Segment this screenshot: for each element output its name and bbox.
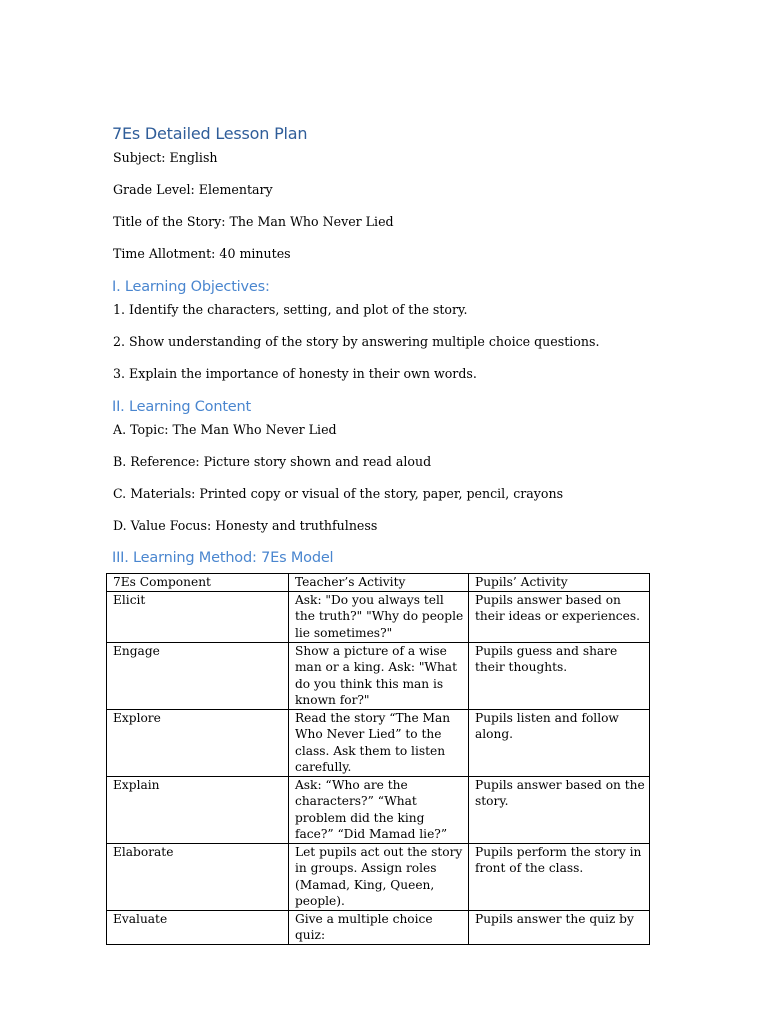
content-item: A. Topic: The Man Who Never Lied bbox=[113, 422, 337, 437]
document-title: 7Es Detailed Lesson Plan bbox=[112, 124, 308, 143]
teacher-activity-cell: Ask: "Do you always tell the truth?" "Why do people lie sometimes?" bbox=[289, 591, 469, 642]
column-header: Pupils’ Activity bbox=[469, 574, 650, 592]
pupil-activity-cell: Pupils listen and follow along. bbox=[469, 709, 650, 776]
teacher-activity-cell: Ask: “Who are the characters?” “What problem did the king face?” “Did Mamad lie?” bbox=[289, 776, 469, 843]
content-item: B. Reference: Picture story shown and read aloud bbox=[113, 454, 432, 469]
column-header: 7Es Component bbox=[107, 574, 289, 592]
component-cell: Explore bbox=[107, 709, 289, 776]
pupil-activity-cell: Pupils guess and share their thoughts. bbox=[469, 642, 650, 709]
pupil-activity-cell: Pupils answer the quiz by bbox=[469, 910, 650, 944]
teacher-activity-cell: Let pupils act out the story in groups. Assign roles (Mamad, King, Queen, people). bbox=[289, 843, 469, 910]
table-row bbox=[107, 591, 650, 642]
time-allotment-line: Time Allotment: 40 minutes bbox=[113, 246, 291, 261]
lesson-plan-table bbox=[106, 573, 650, 945]
table-row bbox=[107, 776, 650, 843]
teacher-activity-cell: Show a picture of a wise man or a king. Ask: "What do you think this man is known for?" bbox=[289, 642, 469, 709]
content-item: C. Materials: Printed copy or visual of the story, paper, pencil, crayons bbox=[113, 486, 564, 501]
component-cell: Elicit bbox=[107, 591, 289, 642]
method-heading: III. Learning Method: 7Es Model bbox=[112, 550, 334, 566]
content-heading: II. Learning Content bbox=[112, 399, 251, 415]
table-row bbox=[107, 910, 650, 944]
component-cell: Elaborate bbox=[107, 843, 289, 910]
pupil-activity-cell: Pupils answer based on their ideas or experiences. bbox=[469, 591, 650, 642]
subject-line: Subject: English bbox=[113, 150, 218, 165]
objectives-heading: I. Learning Objectives: bbox=[112, 279, 270, 295]
content-item: D. Value Focus: Honesty and truthfulness bbox=[113, 518, 378, 533]
pupil-activity-cell: Pupils answer based on the story. bbox=[469, 776, 650, 843]
column-header: Teacher’s Activity bbox=[289, 574, 469, 592]
teacher-activity-cell: Read the story “The Man Who Never Lied” to the class. Ask them to listen carefully. bbox=[289, 709, 469, 776]
table-header-row bbox=[107, 574, 650, 592]
objective-item: 2. Show understanding of the story by answering multiple choice questions. bbox=[113, 334, 600, 349]
component-cell: Evaluate bbox=[107, 910, 289, 944]
component-cell: Explain bbox=[107, 776, 289, 843]
objective-item: 3. Explain the importance of honesty in their own words. bbox=[113, 366, 477, 381]
table-row bbox=[107, 642, 650, 709]
table-row bbox=[107, 709, 650, 776]
grade-level-line: Grade Level: Elementary bbox=[113, 182, 273, 197]
story-title-line: Title of the Story: The Man Who Never Lied bbox=[113, 214, 394, 229]
teacher-activity-cell: Give a multiple choice quiz: bbox=[289, 910, 469, 944]
table-row bbox=[107, 843, 650, 910]
component-cell: Engage bbox=[107, 642, 289, 709]
objective-item: 1. Identify the characters, setting, and plot of the story. bbox=[113, 302, 468, 317]
pupil-activity-cell: Pupils perform the story in front of the class. bbox=[469, 843, 650, 910]
